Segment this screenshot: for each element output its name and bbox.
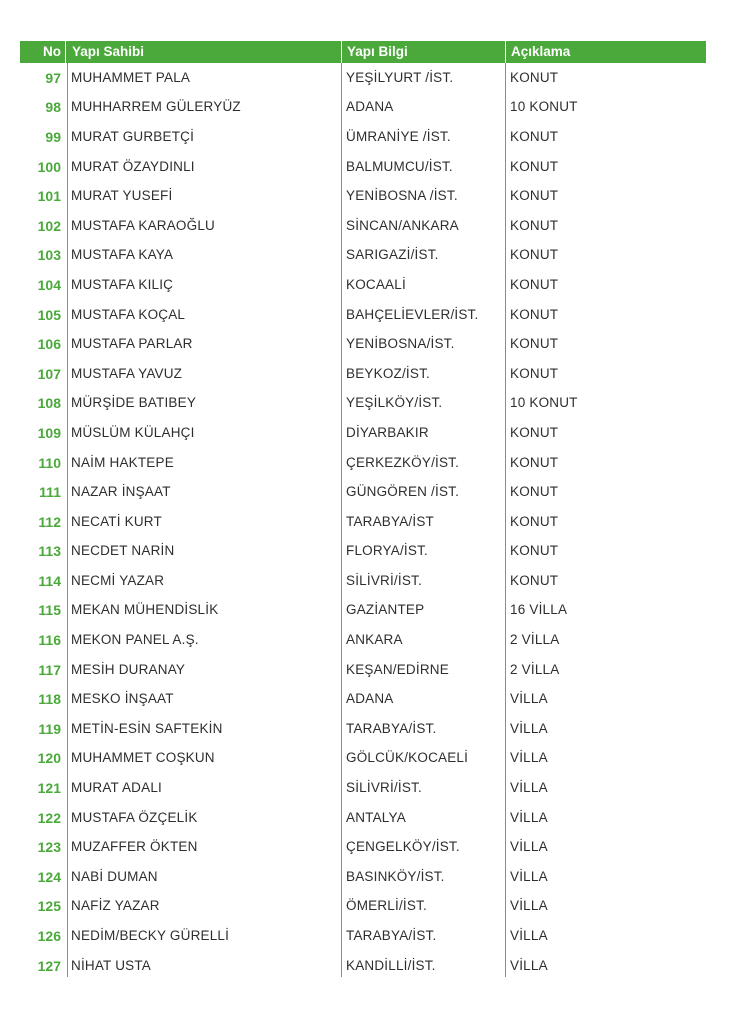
row-owner: NECDET NARİN — [71, 543, 175, 559]
row-number: 120 — [37, 750, 61, 767]
table-row — [20, 270, 706, 300]
row-number: 127 — [37, 957, 61, 974]
row-number: 100 — [37, 158, 61, 175]
row-owner: MUSTAFA KAYA — [71, 247, 174, 263]
row-location: SİNCAN/ANKARA — [346, 217, 459, 233]
header-no: No — [43, 44, 61, 59]
header-info: Yapı Bilgi — [341, 41, 505, 63]
row-description: VİLLA — [510, 839, 548, 855]
row-owner: MUSTAFA ÖZÇELİK — [71, 809, 198, 825]
row-location: YENİBOSNA/İST. — [346, 336, 455, 352]
row-number: 97 — [45, 69, 61, 86]
table-row — [20, 832, 706, 862]
row-description: KONUT — [510, 306, 559, 322]
row-description: KONUT — [510, 454, 559, 470]
row-owner: MUSTAFA KARAOĞLU — [71, 217, 215, 233]
row-location: GAZİANTEP — [346, 602, 425, 618]
table-row — [20, 211, 706, 241]
row-number: 98 — [45, 99, 61, 116]
table-row — [20, 862, 706, 892]
table-row — [20, 181, 706, 211]
row-location: KANDİLLİ/İST. — [346, 957, 436, 973]
table-row — [20, 477, 706, 507]
row-location: ANTALYA — [346, 809, 406, 825]
row-location: TARABYA/İST. — [346, 720, 437, 736]
row-number: 112 — [38, 513, 61, 530]
table-row — [20, 537, 706, 567]
table-row — [20, 714, 706, 744]
row-description: VİLLA — [510, 868, 548, 884]
row-description: KONUT — [510, 424, 559, 440]
row-description: VİLLA — [510, 720, 548, 736]
building-list-table — [20, 41, 706, 980]
table-row — [20, 448, 706, 478]
table-row — [20, 359, 706, 389]
row-number: 116 — [38, 632, 61, 649]
row-location: GÖLCÜK/KOCAELİ — [346, 750, 469, 766]
row-location: GÜNGÖREN /İST. — [346, 484, 460, 500]
row-location: YEŞİLYURT /İST. — [346, 69, 454, 85]
row-owner: MURAT ADALI — [71, 780, 162, 796]
row-owner: MUHHARREM GÜLERYÜZ — [71, 99, 241, 115]
table-header — [20, 41, 706, 63]
row-number: 114 — [38, 572, 61, 589]
table-row — [20, 122, 706, 152]
row-owner: NECATİ KURT — [71, 513, 162, 529]
row-description: KONUT — [510, 336, 559, 352]
row-number: 119 — [38, 720, 61, 737]
row-owner: MEKAN MÜHENDİSLİK — [71, 602, 219, 618]
row-number: 101 — [37, 188, 61, 205]
row-number: 113 — [38, 543, 61, 560]
row-number: 126 — [37, 928, 61, 945]
row-owner: MURAT ÖZAYDINLI — [71, 158, 195, 174]
row-description: 10 KONUT — [510, 99, 578, 115]
table-body — [20, 63, 706, 980]
row-number: 107 — [37, 365, 61, 382]
row-owner: NABİ DUMAN — [71, 868, 158, 884]
row-description: KONUT — [510, 158, 559, 174]
row-description: KONUT — [510, 572, 559, 588]
row-description: VİLLA — [510, 898, 548, 914]
row-location: BEYKOZ/İST. — [346, 365, 430, 381]
row-number: 102 — [37, 217, 61, 234]
header-owner: Yapı Sahibi — [65, 41, 341, 63]
row-description: KONUT — [510, 69, 559, 85]
row-location: TARABYA/İST — [346, 513, 434, 529]
row-number: 104 — [37, 276, 61, 293]
row-description: KONUT — [510, 247, 559, 263]
row-description: VİLLA — [510, 809, 548, 825]
row-number: 115 — [38, 602, 61, 619]
table-row — [20, 892, 706, 922]
table-row — [20, 684, 706, 714]
table-row — [20, 300, 706, 330]
row-number: 121 — [37, 780, 61, 797]
row-owner: MURAT GURBETÇİ — [71, 128, 195, 144]
row-location: ÇERKEZKÖY/İST. — [346, 454, 460, 470]
row-owner: MUSTAFA KOÇAL — [71, 306, 186, 322]
table-row — [20, 773, 706, 803]
row-location: YEŞİLKÖY/İST. — [346, 395, 443, 411]
row-description: 16 VİLLA — [510, 602, 568, 618]
row-description: VİLLA — [510, 780, 548, 796]
row-description: VİLLA — [510, 750, 548, 766]
row-owner: MÜRŞİDE BATIBEY — [71, 395, 197, 411]
row-description: KONUT — [510, 276, 559, 292]
row-description: VİLLA — [510, 928, 548, 944]
row-owner: MÜSLÜM KÜLAHÇI — [71, 424, 195, 440]
row-description: KONUT — [510, 188, 559, 204]
row-location: SİLİVRİ/İST. — [346, 572, 422, 588]
table-row — [20, 744, 706, 774]
column-divider — [67, 63, 68, 977]
row-number: 125 — [37, 898, 61, 915]
row-location: ADANA — [346, 691, 394, 707]
table-row — [20, 566, 706, 596]
row-owner: NAİM HAKTEPE — [71, 454, 174, 470]
row-owner: MEKON PANEL A.Ş. — [71, 632, 199, 648]
row-number: 106 — [37, 336, 61, 353]
table-row — [20, 921, 706, 951]
row-description: KONUT — [510, 513, 559, 529]
row-owner: NAZAR İNŞAAT — [71, 484, 171, 500]
table-row — [20, 241, 706, 271]
row-description: KONUT — [510, 543, 559, 559]
row-number: 105 — [37, 306, 61, 323]
row-number: 110 — [38, 454, 61, 471]
row-owner: MUSTAFA PARLAR — [71, 336, 193, 352]
row-number: 117 — [38, 661, 61, 678]
table-row — [20, 655, 706, 685]
row-number: 123 — [37, 839, 61, 856]
table-row — [20, 596, 706, 626]
row-description: 2 VİLLA — [510, 632, 560, 648]
column-divider — [505, 63, 506, 977]
column-divider — [341, 63, 342, 977]
row-location: FLORYA/İST. — [346, 543, 428, 559]
row-location: SARIGAZİ/İST. — [346, 247, 439, 263]
table-row — [20, 389, 706, 419]
row-description: VİLLA — [510, 691, 548, 707]
table-row — [20, 418, 706, 448]
table-row — [20, 951, 706, 981]
row-owner: MESİH DURANAY — [71, 661, 186, 677]
row-owner: MUHAMMET COŞKUN — [71, 750, 215, 766]
row-location: ÇENGELKÖY/İST. — [346, 839, 460, 855]
row-location: KOCAALİ — [346, 276, 406, 292]
row-location: ADANA — [346, 99, 394, 115]
row-owner: MESKO İNŞAAT — [71, 691, 174, 707]
row-number: 108 — [37, 395, 61, 412]
row-number: 109 — [37, 424, 61, 441]
row-description: 2 VİLLA — [510, 661, 560, 677]
row-number: 99 — [45, 128, 61, 145]
table-row — [20, 507, 706, 537]
row-location: DİYARBAKIR — [346, 424, 429, 440]
row-location: ÖMERLİ/İST. — [346, 898, 427, 914]
row-number: 111 — [39, 484, 61, 501]
row-location: SİLİVRİ/İST. — [346, 780, 422, 796]
row-location: ÜMRANİYE /İST. — [346, 128, 451, 144]
row-owner: NEDİM/BECKY GÜRELLİ — [71, 928, 230, 944]
table-row — [20, 329, 706, 359]
table-row — [20, 152, 706, 182]
row-number: 118 — [38, 691, 61, 708]
row-number: 122 — [37, 809, 61, 826]
row-owner: MUZAFFER ÖKTEN — [71, 839, 198, 855]
row-location: KEŞAN/EDİRNE — [346, 661, 449, 677]
row-description: 10 KONUT — [510, 395, 578, 411]
row-location: BASINKÖY/İST. — [346, 868, 445, 884]
row-owner: NİHAT USTA — [71, 957, 152, 973]
row-location: BAHÇELİEVLER/İST. — [346, 306, 479, 322]
row-number: 103 — [37, 247, 61, 264]
header-description: Açıklama — [505, 41, 706, 63]
row-number: 124 — [37, 868, 61, 885]
row-owner: METİN-ESİN SAFTEKİN — [71, 720, 223, 736]
row-description: KONUT — [510, 365, 559, 381]
row-location: BALMUMCU/İST. — [346, 158, 453, 174]
row-owner: MUSTAFA YAVUZ — [71, 365, 183, 381]
table-row — [20, 93, 706, 123]
row-description: KONUT — [510, 217, 559, 233]
row-owner: MUSTAFA KILIÇ — [71, 276, 174, 292]
row-owner: NECMİ YAZAR — [71, 572, 165, 588]
row-owner: MUHAMMET PALA — [71, 69, 191, 85]
table-row — [20, 803, 706, 833]
row-description: KONUT — [510, 128, 559, 144]
table-row — [20, 63, 706, 93]
table-row — [20, 625, 706, 655]
row-location: TARABYA/İST. — [346, 928, 437, 944]
row-description: KONUT — [510, 484, 559, 500]
row-description: VİLLA — [510, 957, 548, 973]
row-location: YENİBOSNA /İST. — [346, 188, 458, 204]
row-owner: NAFİZ YAZAR — [71, 898, 160, 914]
row-location: ANKARA — [346, 632, 403, 648]
row-owner: MURAT YUSEFİ — [71, 188, 173, 204]
